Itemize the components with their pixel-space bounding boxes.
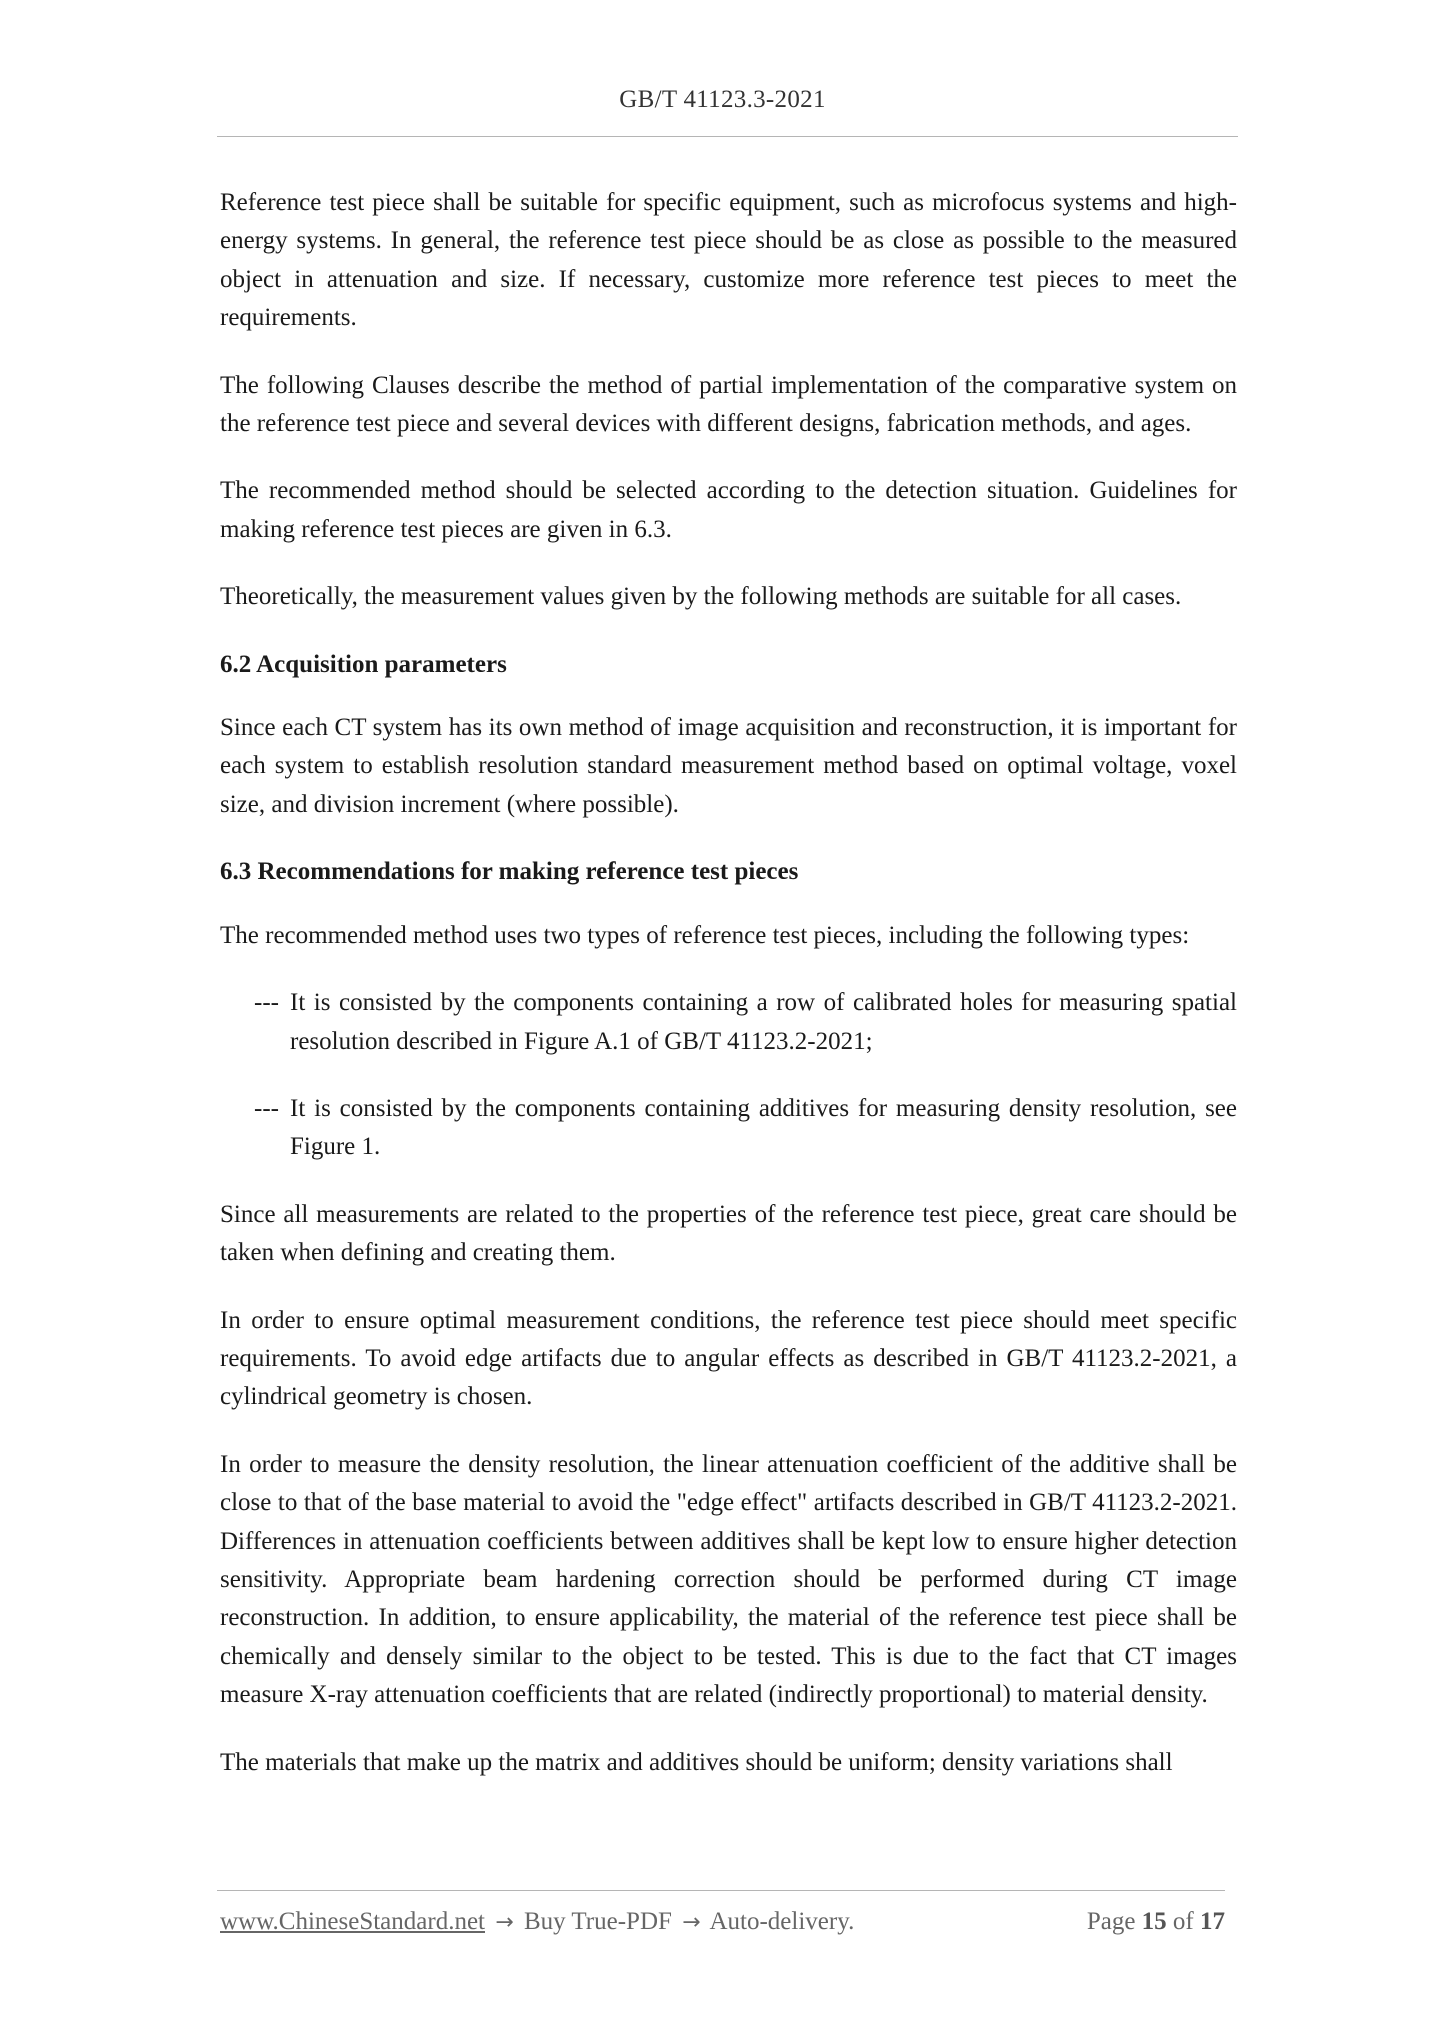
paragraph-optimal-conditions: In order to ensure optimal measurement conditions, the reference test piece should meet specific requirements. To avoid edge artifacts due to angular effects as described in GB/T 41123.2-2021, a cylindrical geometry is chosen. xyxy=(220,1306,1237,1411)
paragraph-ct-system: Since each CT system has its own method of image acquisition and reconstruction, it is important for each system to establish resolution standard measurement method based on optimal voltage, voxel size, and division increment (where possible). xyxy=(220,714,1237,818)
page-current: 15 xyxy=(1141,1908,1167,1935)
paragraph-reference-test-piece: Reference test piece shall be suitable for specific equipment, such as microfocus systems and high-energy systems. In general, the reference test piece should be as close as possible to the measured object in attenuation and size. If necessary, customize more reference test pieces to meet the requirements. xyxy=(220,189,1237,332)
paragraph-theoretically: Theoretically, the measurement values given by the following methods are suitable for all cases. xyxy=(220,583,1182,611)
list-marker: --- xyxy=(254,1094,279,1122)
arrow-right-icon: → xyxy=(495,1910,514,1935)
document-body xyxy=(220,184,1237,1811)
paragraph-density-resolution: In order to measure the density resolution, the linear attenuation coefficient of the additive shall be close to that of the base material to avoid the "edge effect" artifacts described in GB/T 41123.2-2021. Differences in attenuation coefficients between additives shall be kept low to ensure higher detection sensitivity. Appropriate beam hardening correction should be performed during CT image reconstruction. In addition, to ensure applicability, the material of the reference test piece shall be chemically and densely similar to the object to be tested. This is due to the fact that CT images measure X-ray attenuation coefficients that are related (indirectly proportional) to material density. xyxy=(220,1450,1237,1709)
buy-true-pdf-text: Buy True-PDF xyxy=(523,1908,672,1935)
section-heading-6-2: 6.2 Acquisition parameters xyxy=(220,650,507,678)
paragraph-recommended-method: The recommended method should be selected according to the detection situation. Guidelines for making reference test pieces are given in 6.3. xyxy=(220,477,1237,543)
list-item xyxy=(220,1090,1237,1167)
website-link[interactable]: www.ChineseStandard.net xyxy=(220,1908,485,1935)
paragraph-great-care: Since all measurements are related to the properties of the reference test piece, great care should be taken when defining and creating them. xyxy=(220,1200,1237,1267)
footer-promo xyxy=(220,1908,854,1936)
of-label: of xyxy=(1172,1908,1194,1935)
paragraph-two-types: The recommended method uses two types of reference test pieces, including the following types: xyxy=(220,921,1190,949)
footer-divider xyxy=(217,1890,1225,1891)
document-header-title: GB/T 41123.3-2021 xyxy=(619,86,826,113)
page-number xyxy=(1087,1908,1225,1936)
paragraph-following-clauses: The following Clauses describe the method of partial implementation of the comparative system on the reference test piece and several devices with different designs, fabrication methods, and ages. xyxy=(220,371,1237,438)
list-item-text: It is consisted by the components containing additives for measuring density resolution, see Figure 1. xyxy=(290,1094,1237,1161)
page-footer xyxy=(220,1908,1225,1948)
paragraph-materials-uniform: The materials that make up the matrix and additives should be uniform; density variations shall xyxy=(220,1748,1173,1776)
list-item-text: It is consisted by the components containing a row of calibrated holes for measuring spatial resolution described in Figure A.1 of GB/T 41123.2-2021; xyxy=(290,989,1237,1055)
arrow-right-icon: → xyxy=(682,1910,701,1935)
section-heading-6-3: 6.3 Recommendations for making reference test pieces xyxy=(220,858,799,886)
page-label: Page xyxy=(1086,1908,1136,1935)
list-marker: --- xyxy=(254,989,279,1017)
header-divider xyxy=(217,136,1238,137)
list-item xyxy=(220,984,1237,1061)
auto-delivery-text: Auto-delivery. xyxy=(709,1908,855,1935)
page-total: 17 xyxy=(1200,1908,1225,1935)
